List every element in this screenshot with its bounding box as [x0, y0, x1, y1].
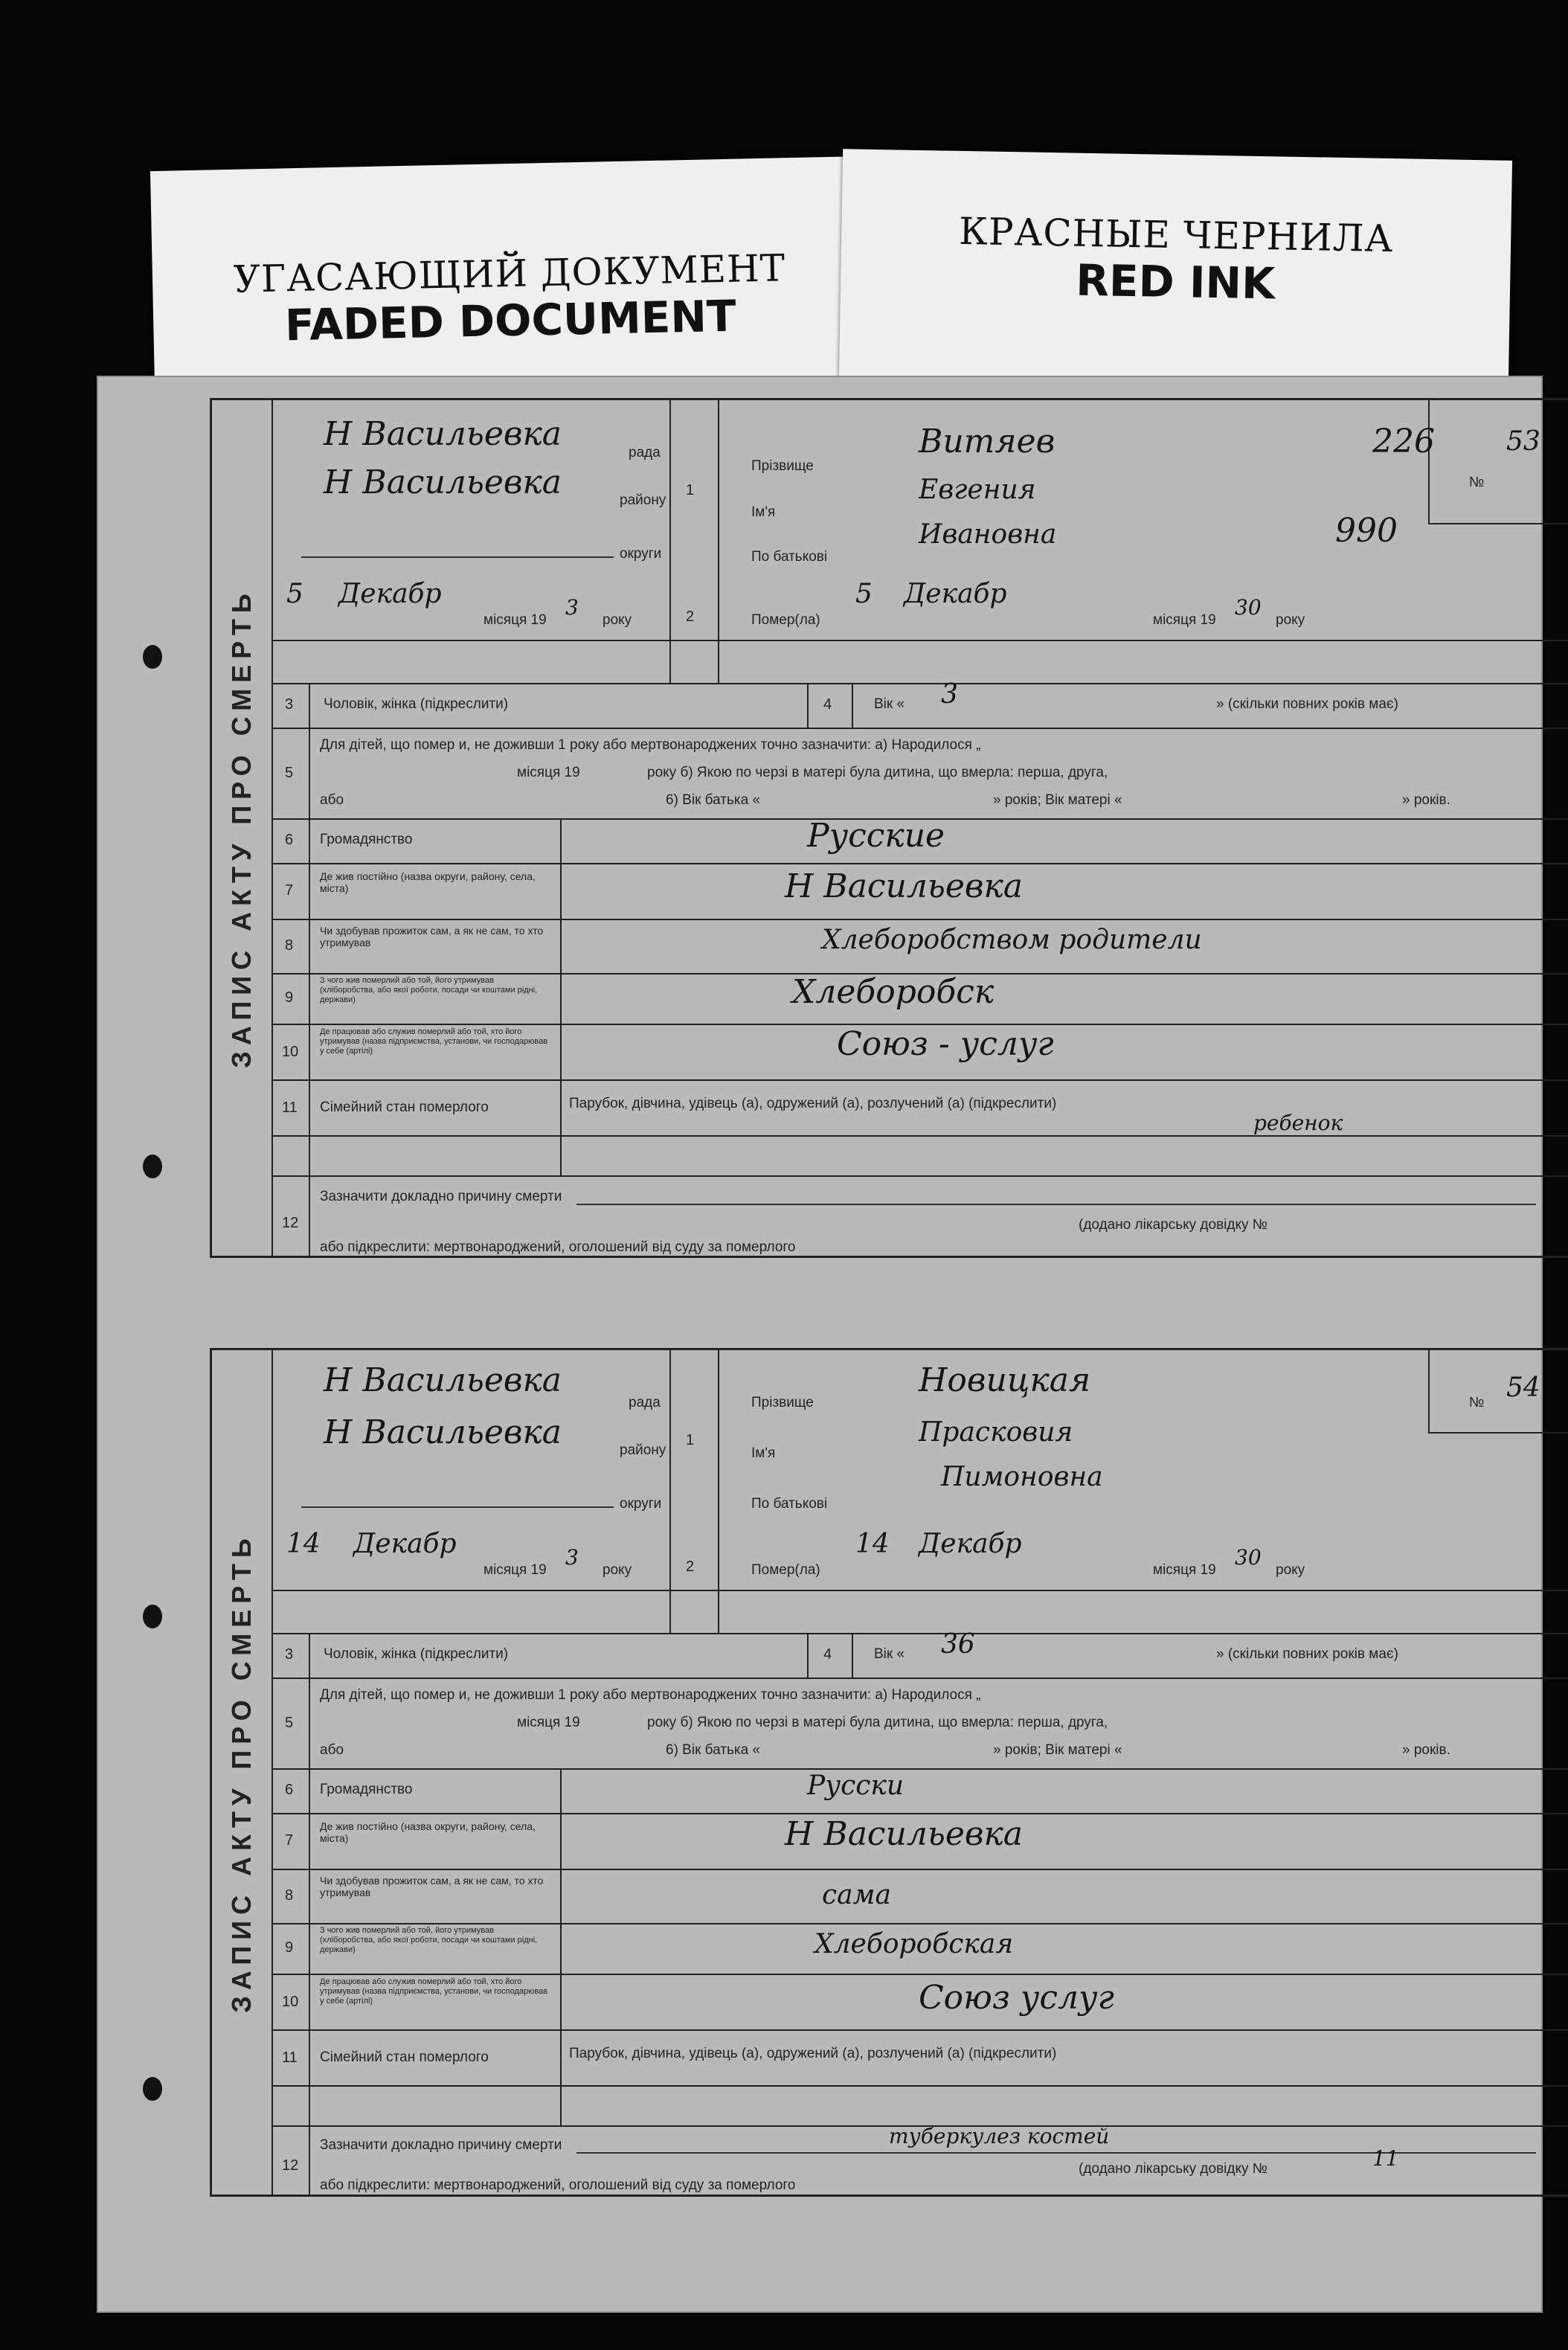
death-month-value: Декабр — [919, 1529, 1022, 1559]
register-no-label: № — [1469, 475, 1485, 490]
stillborn-label: або підкреслити: мертвонароджений, оголошений від суду за померлого — [320, 2177, 796, 2193]
death-day-value: 14 — [855, 1529, 890, 1559]
children-line-2a: місяця 19 — [517, 1715, 580, 1730]
sex-label: Чоловік, жінка (підкреслити) — [324, 696, 509, 712]
residence-label: Де жив постійно (назва округи, району, села, міста) — [320, 1820, 536, 1844]
age-value: 36 — [941, 1629, 975, 1660]
family-status-label: Сімейний стан померлого — [320, 2049, 489, 2065]
death-record-form-1: ЗАПИС АКТУ ПРО СМЕРТЬ Н Васильевка рада Н Васильевка району округи 5 Декабр місяця 19 3 року 1 2 Прізвище Витяев Ім'я Евгения По батькові Ивановна 226 990 № 53 Помер(ла) 5 Декабр місяця 19 30 року 3 Чоловік, жінка (підкреслити) 4 Вік « 3 » (скільки повних років має) 5 Для дітей, що помер и, не доживши 1 року або мертвонароджених точно зазначити: а) Народилося „ місяця 19 року б) Якою по черзі в матері була дитина, що вмерла: перша, друга, або 6) Вік батька « » років; Вік матері « » років. 6 Громадянство Русские 7 Де жив постійно (назва округи, району, села, міста) Н Васильевка 8 Чи здобував прожиток сам, а як не сам, то хто утримував Хлеборобством родители 9 З чого жив померлий або той, його утримував (хліборобства, або якої роботи, посади чи коштами рідні, держави) Хлеборобск 10 Де працював або служив померлий або той, хто його утримував (назва підприємства, установи, чи господарював у себе (артілі) Союз - услуг 11 Сімейний стан померлого Парубок, дівчина, удівець (а), одружений (а), розлучений (а) (підкреслити) ребенок 12 Зазначити докладно причину смерти (додано лікарську довідку № або підкреслити: мертвонароджений, оголошений від суду за померлого — [210, 398, 1568, 1258]
children-line-1: Для дітей, що помер и, не доживши 1 року або мертвонароджених точно зазначити: а) Народилося „ — [320, 1687, 981, 1703]
day-value: 14 — [286, 1529, 321, 1559]
punch-hole — [143, 1155, 162, 1178]
med-cert-label: (додано лікарську довідку № — [1079, 2161, 1268, 2177]
family-status-label: Сімейний стан померлого — [320, 1099, 489, 1115]
surname-value: Витяев — [919, 423, 1055, 460]
death-year-label: року — [1276, 1562, 1305, 1578]
age-label: Вік « — [874, 696, 905, 712]
name-label: Ім'я — [751, 1445, 776, 1461]
month-label: місяця 19 — [483, 1562, 547, 1578]
okrug-label: округи — [620, 546, 662, 562]
children-line-3b: 6) Вік батька « — [666, 792, 760, 808]
livelihood-label: Чи здобував прожиток сам, а як не сам, то хто утримував — [320, 925, 544, 948]
register-no-label: № — [1469, 1395, 1485, 1410]
death-year-value: 30 — [1235, 1545, 1262, 1570]
death-month-label: місяця 19 — [1153, 612, 1216, 628]
month-value: Декабр — [338, 579, 442, 609]
citizenship-value: Русски — [807, 1770, 905, 1801]
surname-label: Прізвище — [751, 1395, 814, 1410]
register-no-value: 53 — [1506, 426, 1540, 457]
stillborn-label: або підкреслити: мертвонароджений, оголошений від суду за померлого — [320, 1239, 796, 1255]
paper-sheet — [97, 376, 1543, 2313]
faded-label-en: FADED DOCUMENT — [284, 290, 737, 350]
faded-label-ru: УГАСАЮЩИЙ ДОКУМЕНТ — [233, 246, 786, 301]
children-line-3c: » років; Вік матері « — [993, 1742, 1122, 1758]
children-line-2a: місяця 19 — [517, 765, 580, 780]
side-title: ЗАПИС АКТУ ПРО СМЕРТЬ — [212, 1350, 273, 2195]
cause-label: Зазначити докладно причину смерти — [320, 1189, 562, 1204]
source-value: Хлеборобск — [792, 973, 995, 1011]
name-value: Евгения — [919, 475, 1036, 505]
side-title: ЗАПИС АКТУ ПРО СМЕРТЬ — [212, 400, 273, 1256]
okrug-label: округи — [620, 1496, 662, 1512]
death-year-label: року — [1276, 612, 1305, 628]
children-line-3a: або — [320, 1742, 344, 1758]
margin-note-2: 990 — [1335, 512, 1398, 550]
patronymic-label: По батькові — [751, 1496, 828, 1512]
raion-value: Н Васильевка — [324, 1413, 562, 1451]
livelihood-value: Хлеборобством родители — [822, 925, 1202, 955]
citizenship-label: Громадянство — [320, 832, 413, 847]
death-day-value: 5 — [855, 579, 873, 609]
children-line-1: Для дітей, що помер и, не доживши 1 року або мертвонароджених точно зазначити: а) Народилося „ — [320, 737, 981, 753]
residence-value: Н Васильевка — [785, 1815, 1024, 1853]
age-suffix: » (скільки повних років має) — [1216, 696, 1398, 712]
raion-value: Н Васильевка — [324, 463, 562, 501]
patronymic-value: Пимоновна — [941, 1462, 1103, 1492]
death-label: Помер(ла) — [751, 1562, 820, 1578]
citizenship-label: Громадянство — [320, 1782, 413, 1797]
punch-hole — [143, 2077, 162, 2101]
red-label-ru: КРАСНЫЕ ЧЕРНИЛА — [958, 209, 1394, 261]
source-label: З чого жив померлий або той, його утримував (хліборобства, або якої роботи, посади чи коштами рідні, держави) — [320, 1926, 538, 1954]
margin-note: 226 — [1372, 423, 1435, 460]
punch-hole — [143, 1605, 162, 1628]
death-year-value: 30 — [1235, 595, 1262, 620]
children-line-3c: » років; Вік матері « — [993, 792, 1122, 808]
death-label: Помер(ла) — [751, 612, 820, 628]
family-options: Парубок, дівчина, удівець (а), одружений (а), розлучений (а) (підкреслити) — [569, 2046, 1057, 2061]
rada-value: Н Васильевка — [324, 415, 562, 453]
register-no-value: 54 — [1506, 1373, 1540, 1403]
workplace-label: Де працював або служив померлий або той, хто його утримував (назва підприємства, установи, чи господарював у себе (артілі) — [320, 1977, 548, 2006]
children-line-2b: року б) Якою по черзі в матері була дитина, що вмерла: перша, друга, — [647, 1715, 1108, 1730]
children-line-3b: 6) Вік батька « — [666, 1742, 760, 1758]
age-value: 3 — [941, 679, 958, 710]
rada-label: рада — [629, 445, 661, 460]
age-label: Вік « — [874, 1646, 905, 1662]
workplace-label: Де працював або служив померлий або той, хто його утримував (назва підприємства, установи, чи господарював у себе (артілі) — [320, 1027, 548, 1056]
raion-label: району — [620, 492, 666, 508]
family-options: Парубок, дівчина, удівець (а), одружений (а), розлучений (а) (підкреслити) — [569, 1096, 1057, 1111]
children-line-3a: або — [320, 792, 344, 808]
family-note: ребенок — [1253, 1111, 1343, 1135]
source-label: З чого жив померлий або той, його утримував (хліборобства, або якої роботи, посади чи коштами рідні, держави) — [320, 976, 538, 1004]
month-label: місяця 19 — [483, 612, 547, 628]
rada-label: рада — [629, 1395, 661, 1410]
residence-value: Н Васильевка — [785, 867, 1024, 905]
death-month-label: місяця 19 — [1153, 1562, 1216, 1578]
day-value: 5 — [286, 579, 303, 609]
source-value: Хлеборобская — [814, 1929, 1014, 1959]
name-value: Прасковия — [919, 1417, 1073, 1448]
year-value: 3 — [565, 595, 579, 620]
age-suffix: » (скільки повних років має) — [1216, 1646, 1398, 1662]
med-cert-label: (додано лікарську довідку № — [1079, 1217, 1268, 1233]
sex-label: Чоловік, жінка (підкреслити) — [324, 1646, 509, 1662]
surname-value: Новицкая — [919, 1361, 1091, 1399]
livelihood-label: Чи здобував прожиток сам, а як не сам, то хто утримував — [320, 1875, 544, 1898]
surname-label: Прізвище — [751, 458, 814, 474]
patronymic-value: Ивановна — [919, 519, 1057, 550]
children-line-3d: » років. — [1402, 1742, 1450, 1758]
faded-document-label — [150, 156, 869, 394]
red-label-en: RED INK — [1075, 254, 1276, 309]
year-label: року — [603, 1562, 632, 1578]
death-month-value: Декабр — [904, 579, 1007, 609]
livelihood-value: сама — [822, 1880, 891, 1910]
children-line-3d: » років. — [1402, 792, 1450, 808]
rada-value: Н Васильевка — [324, 1361, 562, 1399]
punch-hole — [143, 645, 162, 669]
cause-value: туберкулез костей — [889, 2124, 1110, 2148]
year-label: року — [603, 612, 632, 628]
month-value: Декабр — [353, 1529, 457, 1559]
workplace-value: Союз - услуг — [837, 1025, 1054, 1063]
residence-label: Де жив постійно (назва округи, району, села, міста) — [320, 870, 536, 894]
year-value: 3 — [565, 1545, 579, 1570]
med-cert-value: 11 — [1372, 2146, 1399, 2171]
children-line-2b: року б) Якою по черзі в матері була дитина, що вмерла: перша, друга, — [647, 765, 1108, 780]
workplace-value: Союз услуг — [919, 1979, 1114, 2017]
death-record-form-2: ЗАПИС АКТУ ПРО СМЕРТЬ Н Васильевка рада Н Васильевка району округи 14 Декабр місяця 19 3 року 1 2 Прізвище Новицкая Ім'я Прасковия По батькові Пимоновна № 54 Помер(ла) 14 Декабр місяця 19 30 року 3 Чоловік, жінка (підкреслити) 4 Вік « 36 » (скільки повних років має) 5 Для дітей, що помер и, не доживши 1 року або мертвонароджених точно зазначити: а) Народилося „ місяця 19 року б) Якою по черзі в матері була дитина, що вмерла: перша, друга, або 6) Вік батька « » років; Вік матері « » років. 6 Громадянство Русски 7 Де жив постійно (назва округи, району, села, міста) Н Васильевка 8 Чи здобував прожиток сам, а як не сам, то хто утримував сама 9 З чого жив померлий або той, його утримував (хліборобства, або якої роботи, посади чи коштами рідні, держави) Хлеборобская 10 Де працював або служив померлий або той, хто його утримував (назва підприємства, установи, чи господарював у себе (артілі) Союз услуг 11 Сімейний стан померлого Парубок, дівчина, удівець (а), одружений (а), розлучений (а) (підкреслити) 12 Зазначити докладно причину смерти туберкулез костей (додано лікарську довідку № 11 або підкреслити: мертвонароджений, оголошений від суду за померлого — [210, 1348, 1568, 2197]
citizenship-value: Русские — [807, 817, 945, 855]
raion-label: району — [620, 1442, 666, 1458]
patronymic-label: По батькові — [751, 549, 828, 565]
cause-label: Зазначити докладно причину смерти — [320, 2137, 562, 2153]
name-label: Ім'я — [751, 504, 776, 520]
